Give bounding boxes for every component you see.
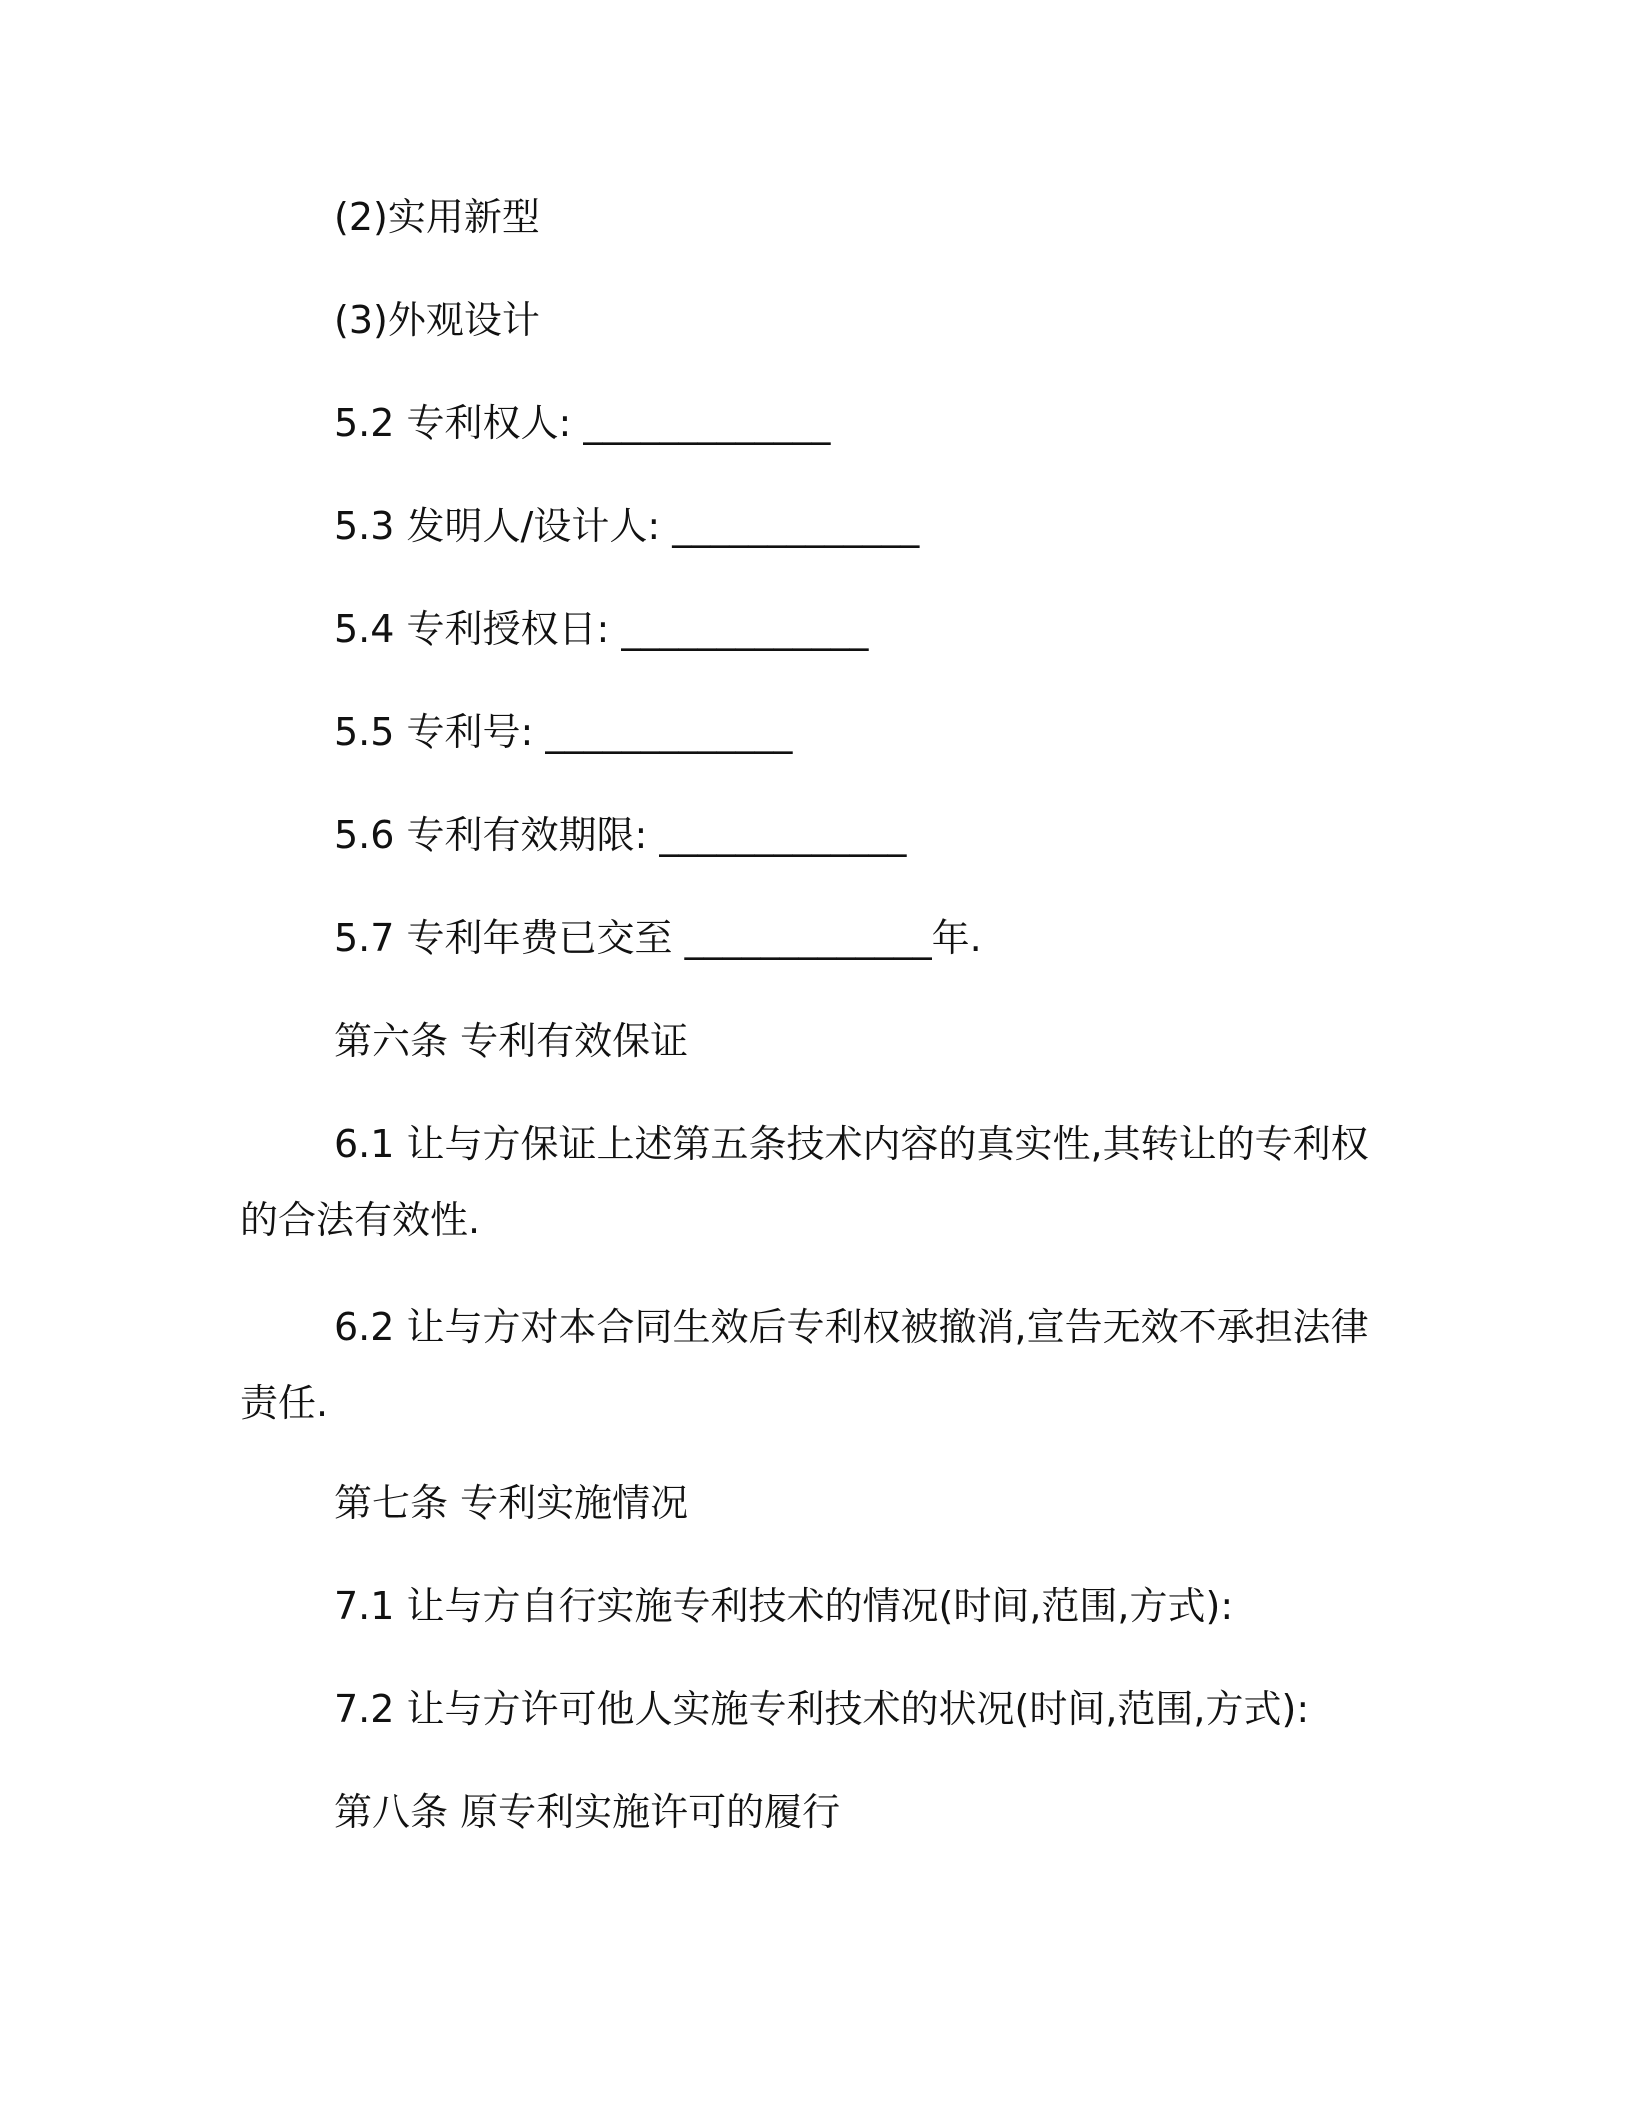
grant-date-line: 5.4 专利授权日: _____________: [334, 607, 869, 651]
annual-fee-line: 5.7 专利年费已交至 _____________年.: [334, 916, 982, 960]
clause-7-2-line: 7.2 让与方许可他人实施专利技术的状况(时间,范围,方式):: [334, 1687, 1310, 1731]
clause-6-1-paragraph: 6.1 让与方保证上述第五条技术内容的真实性,其转让的专利权的合法有效性.: [240, 1122, 1369, 1242]
inventor-designer-line: 5.3 发明人/设计人: _____________: [334, 504, 920, 548]
article-seven-heading: 第七条 专利实施情况: [334, 1481, 689, 1525]
design-item: (3)外观设计: [334, 298, 540, 342]
validity-period-line: 5.6 专利有效期限: _____________: [334, 813, 907, 857]
patent-number-line: 5.5 专利号: _____________: [334, 710, 793, 754]
article-eight-heading: 第八条 原专利实施许可的履行: [334, 1790, 841, 1834]
patent-owner-line: 5.2 专利权人: _____________: [334, 401, 831, 445]
article-six-heading: 第六条 专利有效保证: [334, 1019, 689, 1063]
clause-7-1-line: 7.1 让与方自行实施专利技术的情况(时间,范围,方式):: [334, 1584, 1234, 1628]
clause-6-2-paragraph: 6.2 让与方对本合同生效后专利权被撤消,宣告无效不承担法律责任.: [240, 1305, 1369, 1425]
utility-model-item: (2)实用新型: [334, 195, 540, 239]
